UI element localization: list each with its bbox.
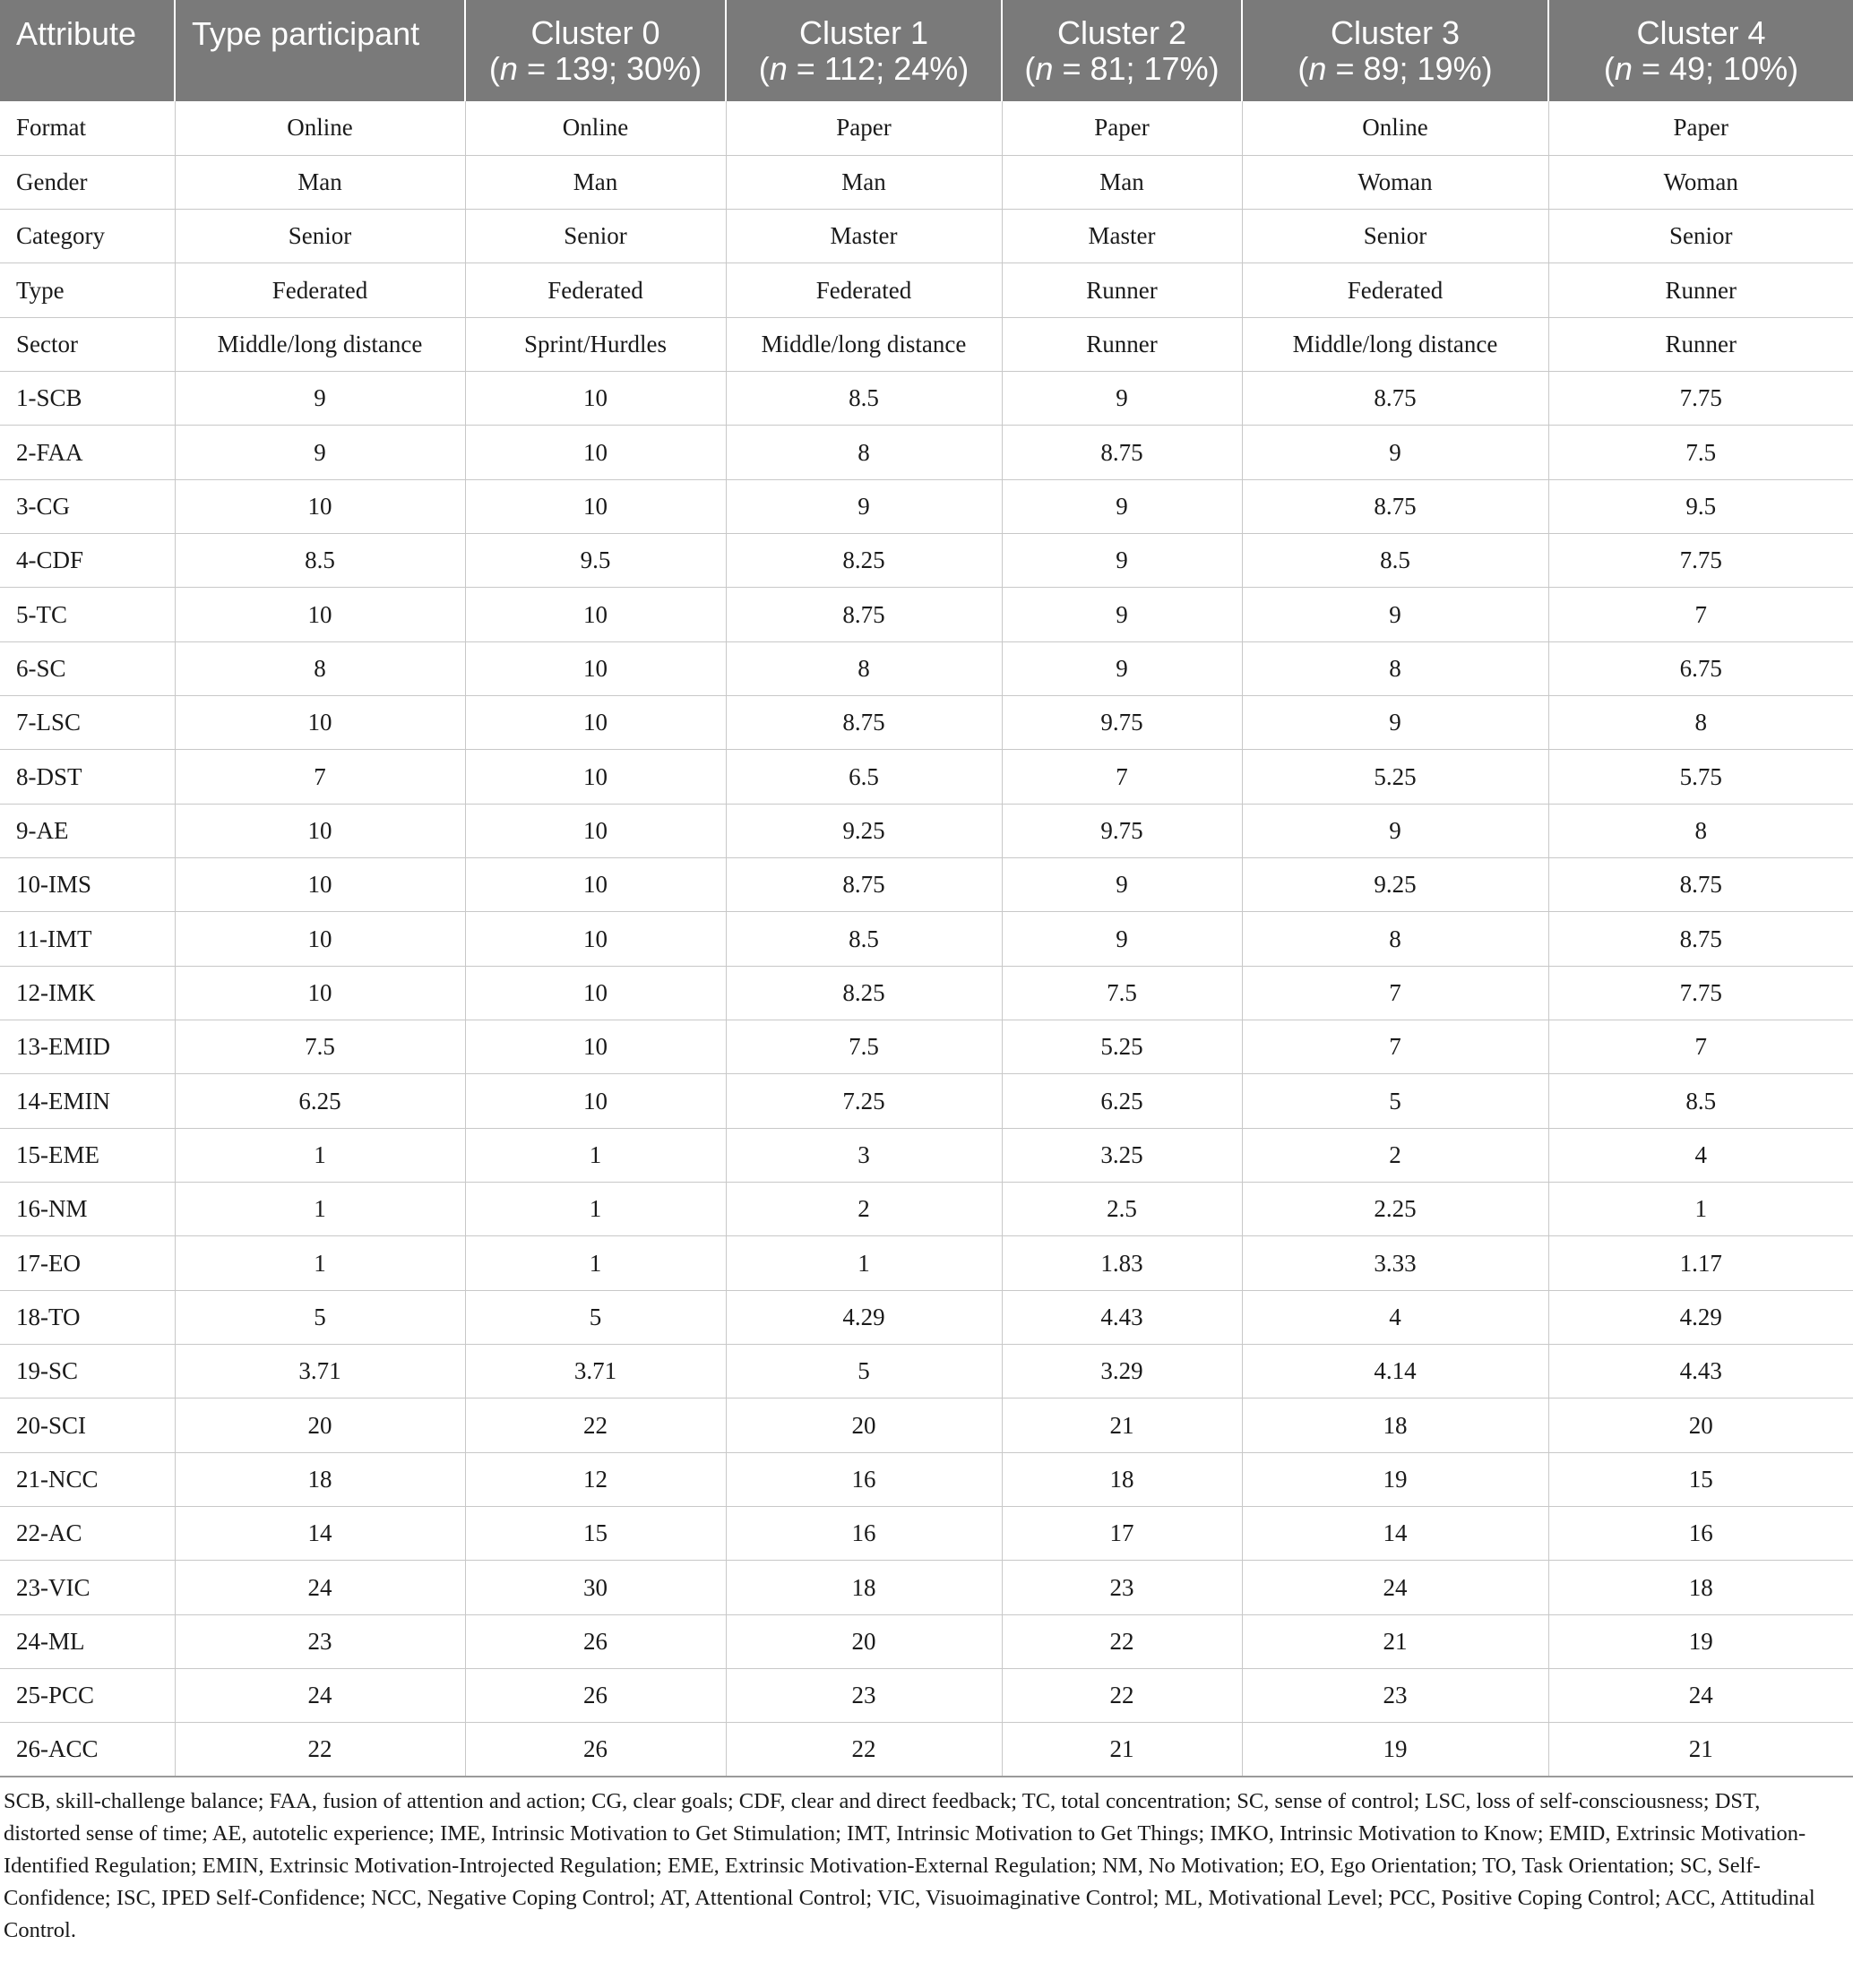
cluster-3-cell: 8.5 (1242, 534, 1548, 588)
cluster-0-cell: 10 (465, 588, 726, 641)
cluster-4-cell: 20 (1548, 1398, 1853, 1452)
cluster-0-cell: 10 (465, 858, 726, 912)
cluster-2-cell: 9 (1002, 479, 1242, 533)
cluster-3-cell: 19 (1242, 1452, 1548, 1506)
cluster-4-cell: 16 (1548, 1507, 1853, 1561)
attribute-cell: 8-DST (0, 750, 175, 804)
cluster-4-cell: 7 (1548, 1020, 1853, 1074)
type-participant-cell: 8 (175, 641, 465, 695)
type-participant-cell: Federated (175, 263, 465, 317)
cluster-2-cell: 7.5 (1002, 966, 1242, 1020)
attribute-cell: 7-LSC (0, 696, 175, 750)
attribute-cell: 12-IMK (0, 966, 175, 1020)
cluster-3-cell: 9 (1242, 804, 1548, 857)
attribute-cell: Format (0, 101, 175, 155)
cluster-3-cell: 23 (1242, 1669, 1548, 1723)
cluster-0-cell: 30 (465, 1561, 726, 1614)
cluster-1-cell: 8.25 (726, 534, 1002, 588)
cluster-2-cell: 23 (1002, 1561, 1242, 1614)
attribute-cell: 11-IMT (0, 912, 175, 966)
cluster-3-cell: 9 (1242, 588, 1548, 641)
cluster-1-cell: Paper (726, 101, 1002, 155)
cluster-2-cell: Master (1002, 210, 1242, 263)
attribute-cell: Category (0, 210, 175, 263)
cluster-2-cell: 1.83 (1002, 1236, 1242, 1290)
cluster-4-cell: 7.75 (1548, 966, 1853, 1020)
cluster-2-cell: Man (1002, 155, 1242, 209)
cluster-4-cell: 8 (1548, 804, 1853, 857)
cluster-3-cell: 5.25 (1242, 750, 1548, 804)
type-participant-cell: 1 (175, 1236, 465, 1290)
type-participant-cell: 23 (175, 1614, 465, 1668)
cluster-2-cell: 8.75 (1002, 426, 1242, 479)
cluster-2-cell: 9 (1002, 641, 1242, 695)
cluster-2-cell: 9 (1002, 858, 1242, 912)
cluster-0-cell: 26 (465, 1614, 726, 1668)
header-row (0, 0, 1853, 101)
cluster-1-cell: 16 (726, 1452, 1002, 1506)
header-cluster-3: Cluster 3 (n = 89; 19%) (1242, 0, 1548, 101)
type-participant-cell: 10 (175, 858, 465, 912)
cluster-1-cell: 8 (726, 426, 1002, 479)
cluster-3-cell: 9.25 (1242, 858, 1548, 912)
header-cluster-2: Cluster 2 (n = 81; 17%) (1002, 0, 1242, 101)
cluster-1-cell: 8.75 (726, 696, 1002, 750)
cluster-0-cell: Online (465, 101, 726, 155)
type-participant-cell: Middle/long distance (175, 317, 465, 371)
type-participant-cell: 18 (175, 1452, 465, 1506)
cluster-1-cell: 20 (726, 1614, 1002, 1668)
cluster-3-cell: 3.33 (1242, 1236, 1548, 1290)
table-row (0, 912, 1853, 966)
type-participant-cell: 7 (175, 750, 465, 804)
cluster-4-cell: 5.75 (1548, 750, 1853, 804)
table-row (0, 317, 1853, 371)
type-participant-cell: 3.71 (175, 1345, 465, 1398)
cluster-1-cell: 18 (726, 1561, 1002, 1614)
cluster-1-cell: 6.5 (726, 750, 1002, 804)
attribute-cell: 21-NCC (0, 1452, 175, 1506)
attribute-cell: 5-TC (0, 588, 175, 641)
attribute-cell: 16-NM (0, 1183, 175, 1236)
cluster-2-cell: Runner (1002, 317, 1242, 371)
cluster-0-cell: 10 (465, 1074, 726, 1128)
cluster-0-cell: 10 (465, 426, 726, 479)
cluster-0-cell: Senior (465, 210, 726, 263)
table-row (0, 263, 1853, 317)
table-row (0, 479, 1853, 533)
cluster-3-cell: 7 (1242, 1020, 1548, 1074)
cluster-3-cell: 14 (1242, 1507, 1548, 1561)
cluster-4-cell: Paper (1548, 101, 1853, 155)
cluster-4-cell: 4 (1548, 1128, 1853, 1182)
cluster-4-cell: 8.5 (1548, 1074, 1853, 1128)
cluster-3-cell: 7 (1242, 966, 1548, 1020)
type-participant-cell: 10 (175, 966, 465, 1020)
cluster-3-cell: 8.75 (1242, 479, 1548, 533)
table-row (0, 534, 1853, 588)
table-row (0, 804, 1853, 857)
cluster-3-cell: Senior (1242, 210, 1548, 263)
cluster-2-cell: 21 (1002, 1398, 1242, 1452)
cluster-1-cell: Federated (726, 263, 1002, 317)
cluster-1-cell: 8.5 (726, 372, 1002, 426)
cluster-0-cell: 15 (465, 1507, 726, 1561)
cluster-1-cell: 22 (726, 1723, 1002, 1777)
attribute-cell: Type (0, 263, 175, 317)
cluster-3-cell: 5 (1242, 1074, 1548, 1128)
cluster-1-cell: 9.25 (726, 804, 1002, 857)
cluster-1-cell: 8.75 (726, 588, 1002, 641)
cluster-2-cell: 9 (1002, 372, 1242, 426)
cluster-4-cell: 4.29 (1548, 1290, 1853, 1344)
table-row (0, 750, 1853, 804)
cluster-4-cell: 7.75 (1548, 372, 1853, 426)
type-participant-cell: Senior (175, 210, 465, 263)
cluster-0-cell: 10 (465, 804, 726, 857)
table-row (0, 1290, 1853, 1344)
cluster-2-cell: 9.75 (1002, 696, 1242, 750)
cluster-3-cell: 24 (1242, 1561, 1548, 1614)
type-participant-cell: 10 (175, 588, 465, 641)
cluster-3-cell: Woman (1242, 155, 1548, 209)
cluster-4-cell: 7.75 (1548, 534, 1853, 588)
cluster-0-cell: 10 (465, 966, 726, 1020)
type-participant-cell: 7.5 (175, 1020, 465, 1074)
attribute-cell: 9-AE (0, 804, 175, 857)
header-attribute: Attribute (0, 0, 175, 101)
cluster-0-cell: 10 (465, 696, 726, 750)
table-row (0, 858, 1853, 912)
cluster-0-cell: 10 (465, 1020, 726, 1074)
type-participant-cell: 6.25 (175, 1074, 465, 1128)
cluster-3-cell: 2 (1242, 1128, 1548, 1182)
cluster-3-cell: Federated (1242, 263, 1548, 317)
table-row (0, 1236, 1853, 1290)
cluster-0-cell: Man (465, 155, 726, 209)
cluster-0-cell: 9.5 (465, 534, 726, 588)
cluster-0-cell: 1 (465, 1128, 726, 1182)
cluster-0-cell: 3.71 (465, 1345, 726, 1398)
type-participant-cell: 24 (175, 1561, 465, 1614)
header-cluster-1: Cluster 1 (n = 112; 24%) (726, 0, 1002, 101)
table-row (0, 372, 1853, 426)
cluster-0-cell: 10 (465, 479, 726, 533)
cluster-1-cell: 3 (726, 1128, 1002, 1182)
attribute-cell: 24-ML (0, 1614, 175, 1668)
type-participant-cell: 9 (175, 372, 465, 426)
cluster-1-cell: 9 (726, 479, 1002, 533)
type-participant-cell: 8.5 (175, 534, 465, 588)
cluster-1-cell: Middle/long distance (726, 317, 1002, 371)
cluster-4-cell: 15 (1548, 1452, 1853, 1506)
cluster-1-cell: 8.25 (726, 966, 1002, 1020)
attribute-cell: 18-TO (0, 1290, 175, 1344)
cluster-0-cell: 10 (465, 372, 726, 426)
cluster-4-cell: Runner (1548, 317, 1853, 371)
cluster-4-cell: 8.75 (1548, 912, 1853, 966)
table-row (0, 641, 1853, 695)
attribute-cell: 19-SC (0, 1345, 175, 1398)
cluster-2-cell: 22 (1002, 1669, 1242, 1723)
cluster-1-cell: 5 (726, 1345, 1002, 1398)
cluster-0-cell: 1 (465, 1183, 726, 1236)
cluster-0-cell: 1 (465, 1236, 726, 1290)
table-row (0, 1723, 1853, 1777)
cluster-1-cell: 7.5 (726, 1020, 1002, 1074)
cluster-4-cell: 18 (1548, 1561, 1853, 1614)
attribute-cell: Gender (0, 155, 175, 209)
cluster-4-cell: Woman (1548, 155, 1853, 209)
cluster-4-cell: 7 (1548, 588, 1853, 641)
table-header (0, 0, 1853, 101)
type-participant-cell: Online (175, 101, 465, 155)
cluster-4-cell: 8.75 (1548, 858, 1853, 912)
cluster-2-cell: 5.25 (1002, 1020, 1242, 1074)
cluster-3-cell: 2.25 (1242, 1183, 1548, 1236)
attribute-cell: 26-ACC (0, 1723, 175, 1777)
attribute-cell: 22-AC (0, 1507, 175, 1561)
attribute-cell: 25-PCC (0, 1669, 175, 1723)
table-row (0, 1561, 1853, 1614)
cluster-2-cell: 9 (1002, 588, 1242, 641)
cluster-1-cell: 7.25 (726, 1074, 1002, 1128)
cluster-2-cell: Runner (1002, 263, 1242, 317)
header-type-participant: Type participant (175, 0, 465, 101)
table-row (0, 1614, 1853, 1668)
table-row (0, 1345, 1853, 1398)
attribute-cell: Sector (0, 317, 175, 371)
type-participant-cell: 10 (175, 479, 465, 533)
cluster-4-cell: 9.5 (1548, 479, 1853, 533)
cluster-3-cell: 19 (1242, 1723, 1548, 1777)
cluster-4-cell: 1 (1548, 1183, 1853, 1236)
attribute-cell: 14-EMIN (0, 1074, 175, 1128)
table-row (0, 101, 1853, 155)
table-row (0, 696, 1853, 750)
type-participant-cell: 10 (175, 804, 465, 857)
header-cluster-0: Cluster 0 (n = 139; 30%) (465, 0, 726, 101)
cluster-2-cell: 18 (1002, 1452, 1242, 1506)
cluster-0-cell: 5 (465, 1290, 726, 1344)
table-row (0, 1452, 1853, 1506)
cluster-0-cell: 10 (465, 641, 726, 695)
table-row (0, 1507, 1853, 1561)
table-row (0, 426, 1853, 479)
type-participant-cell: 9 (175, 426, 465, 479)
cluster-2-cell: 7 (1002, 750, 1242, 804)
cluster-1-cell: 16 (726, 1507, 1002, 1561)
type-participant-cell: 14 (175, 1507, 465, 1561)
cluster-3-cell: 8 (1242, 912, 1548, 966)
type-participant-cell: Man (175, 155, 465, 209)
cluster-2-cell: 9 (1002, 912, 1242, 966)
table-row (0, 1183, 1853, 1236)
cluster-2-cell: 21 (1002, 1723, 1242, 1777)
cluster-0-cell: 26 (465, 1669, 726, 1723)
cluster-4-cell: 19 (1548, 1614, 1853, 1668)
type-participant-cell: 24 (175, 1669, 465, 1723)
type-participant-cell: 20 (175, 1398, 465, 1452)
cluster-2-cell: 4.43 (1002, 1290, 1242, 1344)
cluster-1-cell: 8.75 (726, 858, 1002, 912)
type-participant-cell: 1 (175, 1183, 465, 1236)
cluster-3-cell: 4.14 (1242, 1345, 1548, 1398)
cluster-0-cell: 10 (465, 912, 726, 966)
header-cluster-4: Cluster 4 (n = 49; 10%) (1548, 0, 1853, 101)
type-participant-cell: 1 (175, 1128, 465, 1182)
cluster-0-cell: 22 (465, 1398, 726, 1452)
attribute-cell: 23-VIC (0, 1561, 175, 1614)
cluster-2-cell: 3.29 (1002, 1345, 1242, 1398)
type-participant-cell: 10 (175, 912, 465, 966)
attribute-cell: 4-CDF (0, 534, 175, 588)
cluster-1-cell: 20 (726, 1398, 1002, 1452)
attribute-cell: 1-SCB (0, 372, 175, 426)
cluster-4-cell: 8 (1548, 696, 1853, 750)
table-row (0, 210, 1853, 263)
cluster-3-cell: 8 (1242, 641, 1548, 695)
cluster-1-cell: 1 (726, 1236, 1002, 1290)
cluster-4-cell: Senior (1548, 210, 1853, 263)
table-row (0, 1128, 1853, 1182)
table-footnote: SCB, skill-challenge balance; FAA, fusion of attention and action; CG, clear goals; CDF, clear and direct feedback; TC, total concentration; SC, sense of control; LSC, loss of self-consciousness; DST, distorted sense of time; AE, autotelic experience; IME, Intrinsic Motivation to Get Stimulation; IMT, Intrinsic Motivation to Get Things; IMKO, Intrinsic Motivation to Know; EMID, Extrinsic Motivation-Identified Regulation; EMIN, Extrinsic Motivation-Introjected Regulation; EME, Extrinsic Motivation-External Regulation; NM, No Motivation; EO, Ego Orientation; TO, Task Orientation; SC, Self-Confidence; ISC, IPED Self-Confidence; NCC, Negative Coping Control; AT, Attentional Control; VIC, Visuoimaginative Control; ML, Motivational Level; PCC, Positive Coping Control; ACC, Attitudinal Control. (4, 1789, 1815, 1943)
cluster-4-cell: 24 (1548, 1669, 1853, 1723)
cluster-4-cell: 7.5 (1548, 426, 1853, 479)
attribute-cell: 20-SCI (0, 1398, 175, 1452)
cluster-1-cell: 8 (726, 641, 1002, 695)
attribute-cell: 6-SC (0, 641, 175, 695)
type-participant-cell: 22 (175, 1723, 465, 1777)
cluster-1-cell: Master (726, 210, 1002, 263)
cluster-2-cell: 2.5 (1002, 1183, 1242, 1236)
cluster-2-cell: 6.25 (1002, 1074, 1242, 1128)
table-row (0, 1398, 1853, 1452)
attribute-cell: 2-FAA (0, 426, 175, 479)
type-participant-cell: 5 (175, 1290, 465, 1344)
attribute-cell: 17-EO (0, 1236, 175, 1290)
cluster-4-cell: 1.17 (1548, 1236, 1853, 1290)
cluster-3-cell: 9 (1242, 426, 1548, 479)
cluster-1-cell: Man (726, 155, 1002, 209)
table-row (0, 1074, 1853, 1128)
table-row (0, 1020, 1853, 1074)
cluster-0-cell: 12 (465, 1452, 726, 1506)
cluster-4-cell: Runner (1548, 263, 1853, 317)
cluster-1-cell: 4.29 (726, 1290, 1002, 1344)
cluster-1-cell: 8.5 (726, 912, 1002, 966)
table-row (0, 588, 1853, 641)
table-row (0, 966, 1853, 1020)
cluster-4-cell: 21 (1548, 1723, 1853, 1777)
cluster-1-cell: 2 (726, 1183, 1002, 1236)
cluster-3-cell: 18 (1242, 1398, 1548, 1452)
cluster-4-cell: 6.75 (1548, 641, 1853, 695)
cluster-2-cell: 17 (1002, 1507, 1242, 1561)
cluster-2-cell: 22 (1002, 1614, 1242, 1668)
cluster-3-cell: 9 (1242, 696, 1548, 750)
cluster-3-cell: Middle/long distance (1242, 317, 1548, 371)
cluster-2-cell: 9.75 (1002, 804, 1242, 857)
cluster-3-cell: 8.75 (1242, 372, 1548, 426)
type-participant-cell: 10 (175, 696, 465, 750)
attribute-cell: 10-IMS (0, 858, 175, 912)
cluster-0-cell: 26 (465, 1723, 726, 1777)
cluster-3-cell: 21 (1242, 1614, 1548, 1668)
attribute-cell: 15-EME (0, 1128, 175, 1182)
table-body (0, 101, 1853, 1777)
attribute-cell: 3-CG (0, 479, 175, 533)
cluster-0-cell: Sprint/Hurdles (465, 317, 726, 371)
cluster-2-cell: 9 (1002, 534, 1242, 588)
cluster-1-cell: 23 (726, 1669, 1002, 1723)
cluster-2-cell: Paper (1002, 101, 1242, 155)
cluster-0-cell: 10 (465, 750, 726, 804)
cluster-3-cell: Online (1242, 101, 1548, 155)
cluster-2-cell: 3.25 (1002, 1128, 1242, 1182)
cluster-4-cell: 4.43 (1548, 1345, 1853, 1398)
cluster-3-cell: 4 (1242, 1290, 1548, 1344)
attribute-cell: 13-EMID (0, 1020, 175, 1074)
table-row (0, 155, 1853, 209)
table-row (0, 1669, 1853, 1723)
cluster-0-cell: Federated (465, 263, 726, 317)
